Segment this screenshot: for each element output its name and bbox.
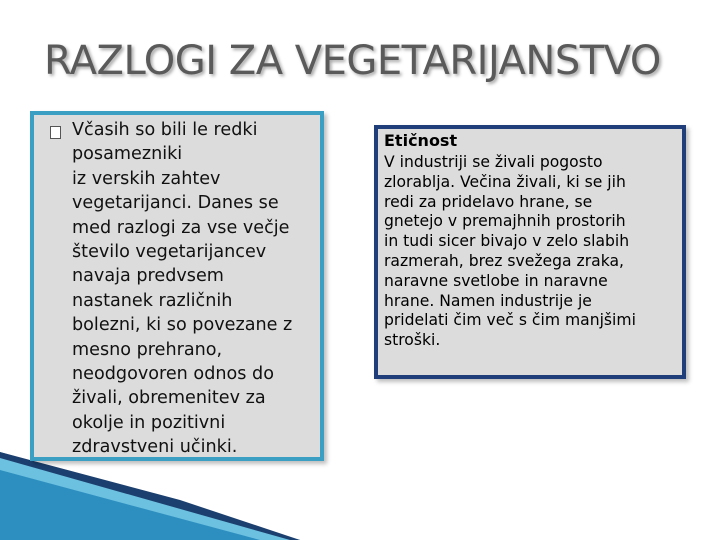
right-box-heading: Etičnost bbox=[384, 131, 458, 150]
right-box-text: V industriji se živali pogosto zlorablja. Večina živali, ki se jih redi za pridelavo hrane, se gnetejo v premajhnih prostorih in tudi sicer bivajo v zelo slabih razmerah, brez svežega zraka, naravne svetlobe in naravne hrane. Namen industrije je pridelati čim več s čim manjšimi stroški. bbox=[384, 153, 636, 350]
slide-title: RAZLOGI ZA VEGETARIJANSTVO bbox=[44, 38, 661, 84]
left-box-text: Včasih so bili le redki posamezniki iz verskih zahtev vegetarijanci. Danes se med razlogi za vse večje število vegetarijancev navaja predvsem nastanek različnih bolezni, ki so povezane z mesno prehrano, neodgovoren odnos do živali, obremenitev za okolje in pozitivni zdravstveni učinki. bbox=[72, 120, 293, 458]
bullet-square-icon bbox=[50, 126, 61, 139]
